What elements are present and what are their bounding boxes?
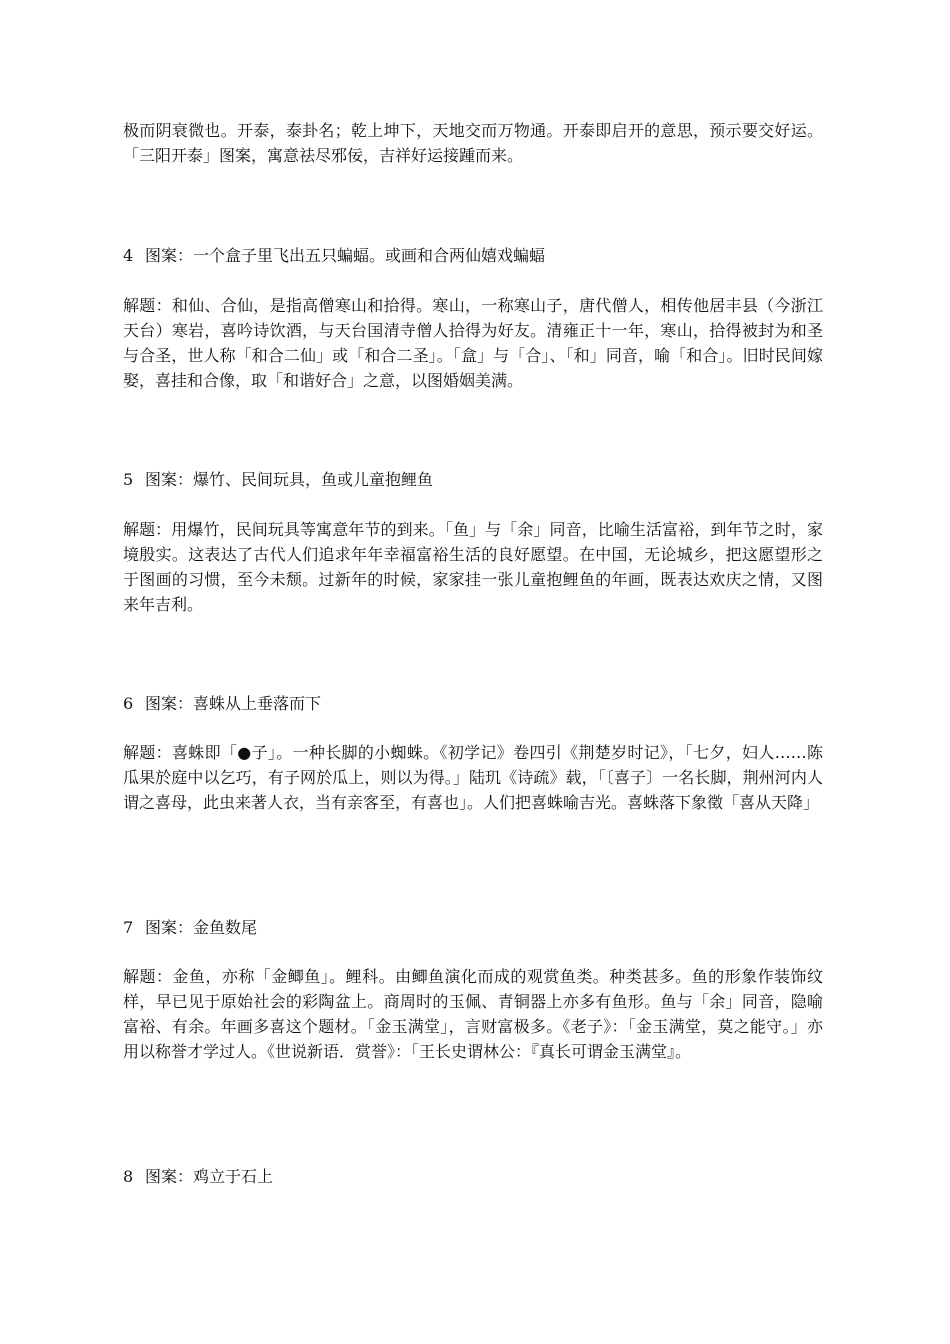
section-heading-text: 图案：金鱼数尾: [145, 918, 258, 937]
section-6-body: 解题：喜蛛即「●子」。一种长脚的小蜘蛛。《初学记》卷四引《荆楚岁时记》，「七夕，妇人……陈瓜果於庭中以乞巧，有子网於瓜上，则以为得。」陆玑《诗疏》载，「〔喜子〕一名长脚，荆州河内人谓之喜母，此虫来著人衣，当有亲客至，有喜也」。人们把喜蛛喻吉光。喜蛛落下象徵「喜从天降」: [123, 743, 823, 812]
section-4-body: 解题：和仙、合仙，是指高僧寒山和拾得。寒山，一称寒山子，唐代僧人，相传他居丰县（今浙江天台）寒岩，喜吟诗饮酒，与天台国清寺僧人拾得为好友。清雍正十一年，寒山，拾得被封为和圣与合圣，世人称「和合二仙」或「和合二圣」。「盒」与「合」、「和」同音，喻「和合」。旧时民间嫁娶，喜挂和合像，取「和谐好合」之意，以图婚姻美满。: [123, 296, 823, 390]
section-heading-text: 图案：喜蛛从上垂落而下: [145, 694, 322, 713]
section-number: 6: [123, 694, 134, 713]
section-heading-text: 图案：爆竹、民间玩具，鱼或儿童抱鲤鱼: [145, 470, 434, 489]
section-number: 7: [123, 918, 134, 937]
section-8-heading: [123, 1164, 823, 1189]
section-5-body: 解题：用爆竹，民间玩具等寓意年节的到来。「鱼」与「余」同音，比喻生活富裕，到年节之时，家境殷实。这表达了古代人们追求年年幸福富裕生活的良好愿望。在中国，无论城乡，把这愿望形之于图画的习惯，至今未颓。过新年的时候，家家挂一张儿童抱鲤鱼的年画，既表达欢庆之情，又图来年吉利。: [123, 520, 823, 614]
section-5-heading: [123, 467, 823, 492]
intro-paragraph: 极而阴衰微也。开泰，泰卦名；乾上坤下，天地交而万物通。开泰即启开的意思，预示要交好运。「三阳开泰」图案，寓意祛尽邪佞，吉祥好运接踵而来。: [123, 121, 823, 165]
section-6-heading: [123, 691, 823, 716]
section-number: 8: [123, 1167, 134, 1186]
section-4-heading: [123, 243, 823, 268]
section-number: 4: [123, 246, 134, 265]
section-number: 5: [123, 470, 134, 489]
section-7-body: 解题：金鱼，亦称「金鲫鱼」。鲤科。由鲫鱼演化而成的观赏鱼类。种类甚多。鱼的形象作装饰纹样，早已见于原始社会的彩陶盆上。商周时的玉佩、青铜器上亦多有鱼形。鱼与「余」同音，隐喻富裕、有余。年画多喜这个题材。「金玉满堂」，言财富极多。《老子》：「金玉满堂，莫之能守。」亦用以称誉才学过人。《世说新语．赏誉》：「王长史谓林公：『真长可谓金玉满堂』。: [123, 967, 823, 1061]
section-heading-text: 图案：鸡立于石上: [145, 1167, 274, 1186]
section-7-heading: [123, 915, 823, 940]
section-heading-text: 图案：一个盒子里飞出五只蝙蝠。或画和合两仙嬉戏蝙蝠: [145, 246, 546, 265]
